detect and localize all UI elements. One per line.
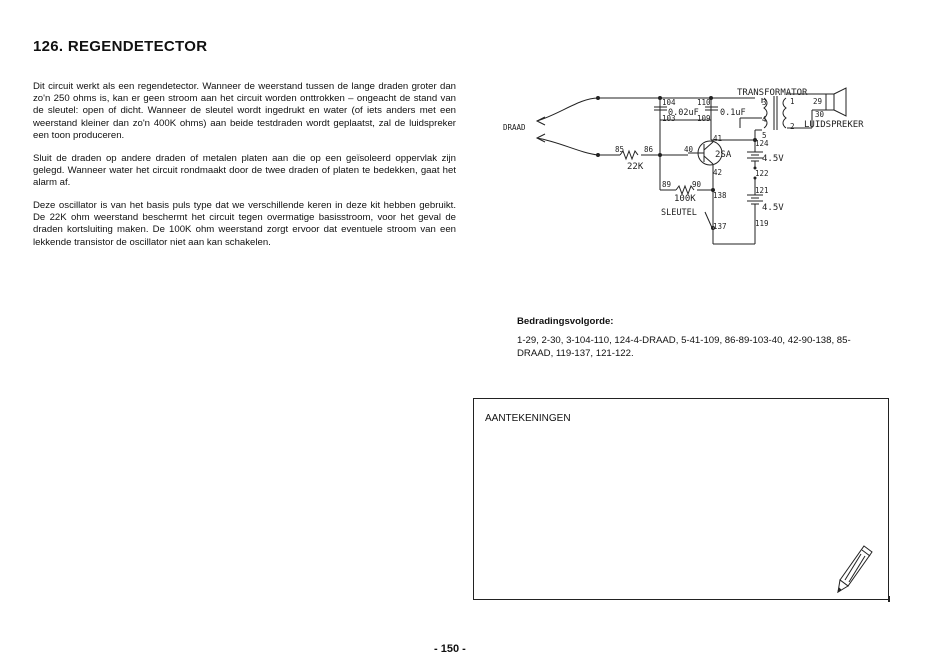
terminal-3: 3: [762, 98, 767, 107]
terminal-89: 89: [662, 180, 672, 189]
notes-title: AANTEKENINGEN: [485, 413, 571, 424]
capacitor-1-label: 0.02uF: [668, 108, 699, 118]
terminal-41: 41: [713, 134, 723, 143]
terminal-1: 1: [790, 97, 795, 106]
terminal-4: 4: [762, 115, 767, 124]
pencil-icon: [836, 544, 876, 596]
terminal-90: 90: [692, 180, 702, 189]
terminal-122: 122: [755, 169, 769, 178]
page-number: - 150 -: [434, 643, 466, 655]
battery-2-label: 4.5V: [762, 203, 784, 213]
terminal-124: 124: [755, 139, 769, 148]
resistor-22k-label: 22K: [627, 162, 644, 172]
terminal-5: 5: [762, 131, 767, 140]
paragraph-oscillator: Deze oscillator is van het basis puls type dat we verschillende keren in deze kit hebben gebruikt. De 22K ohm weerstand beschermt het circuit tegen overmatige basisstroom, voor het geval de draden kortsluiting maken. De 100K ohm weerstand zorgt ervoor dat eventuele stroom van een lekkende transistor de oscillator niet aan kan schakelen.: [33, 200, 456, 248]
terminal-138: 138: [713, 191, 727, 200]
sleutel-label: SLEUTEL: [661, 208, 697, 218]
terminal-119: 119: [755, 219, 769, 228]
terminal-110: 110: [697, 98, 711, 107]
terminal-137: 137: [713, 222, 727, 231]
terminal-109: 109: [697, 114, 711, 123]
terminal-85: 85: [615, 145, 625, 154]
draad-label: DRAAD: [503, 123, 526, 132]
paragraph-intro: Dit circuit werkt als een regendetector. Wanneer de weerstand tussen de lange draden groter dan zo'n 250 ohms is, kan er geen stroom aan het circuit worden onttrokken – ongeacht de stand van de sleutel: open of dicht. Wanneer de sleutel wordt ingedrukt en water (of iets anders met een weerstand kleiner dan zo'n 400K ohms) aan beide testdraden wordt geplaatst, zal de luidspreker een toon produceren.: [33, 81, 456, 141]
notes-box: [473, 398, 889, 600]
paragraph-usage: Sluit de draden op andere draden of metalen platen aan die op een geïsoleerd oppervlak zijn gelegd. Wanneer water het circuit rondmaakt door de twee draden of platen te bedekken, gaat het alarm af.: [33, 153, 456, 189]
terminal-29: 29: [813, 97, 823, 106]
terminal-86: 86: [644, 145, 654, 154]
luidspreker-label: LUIDSPREKER: [804, 120, 864, 130]
resistor-100k-label: 100K: [674, 194, 696, 204]
page-title: 126. REGENDETECTOR: [33, 38, 208, 55]
transformator-label: TRANSFORMATOR: [737, 88, 808, 98]
transistor-label: 2SA: [715, 150, 732, 160]
terminal-104: 104: [662, 98, 676, 107]
terminal-121: 121: [755, 186, 769, 195]
terminal-103: 103: [662, 114, 676, 123]
notes-box-edge: [888, 596, 890, 602]
wiring-sequence: 1-29, 2-30, 3-104-110, 124-4-DRAAD, 5-41-109, 86-89-103-40, 42-90-138, 85-DRAAD, 119-137, 121-122.: [517, 335, 851, 359]
capacitor-2-label: 0.1uF: [720, 108, 746, 118]
terminal-42: 42: [713, 168, 723, 177]
terminal-2: 2: [790, 122, 795, 131]
terminal-30: 30: [815, 110, 825, 119]
wiring-title: Bedradingsvolgorde:: [517, 316, 614, 327]
battery-1-label: 4.5V: [762, 154, 784, 164]
terminal-40: 40: [684, 145, 694, 154]
